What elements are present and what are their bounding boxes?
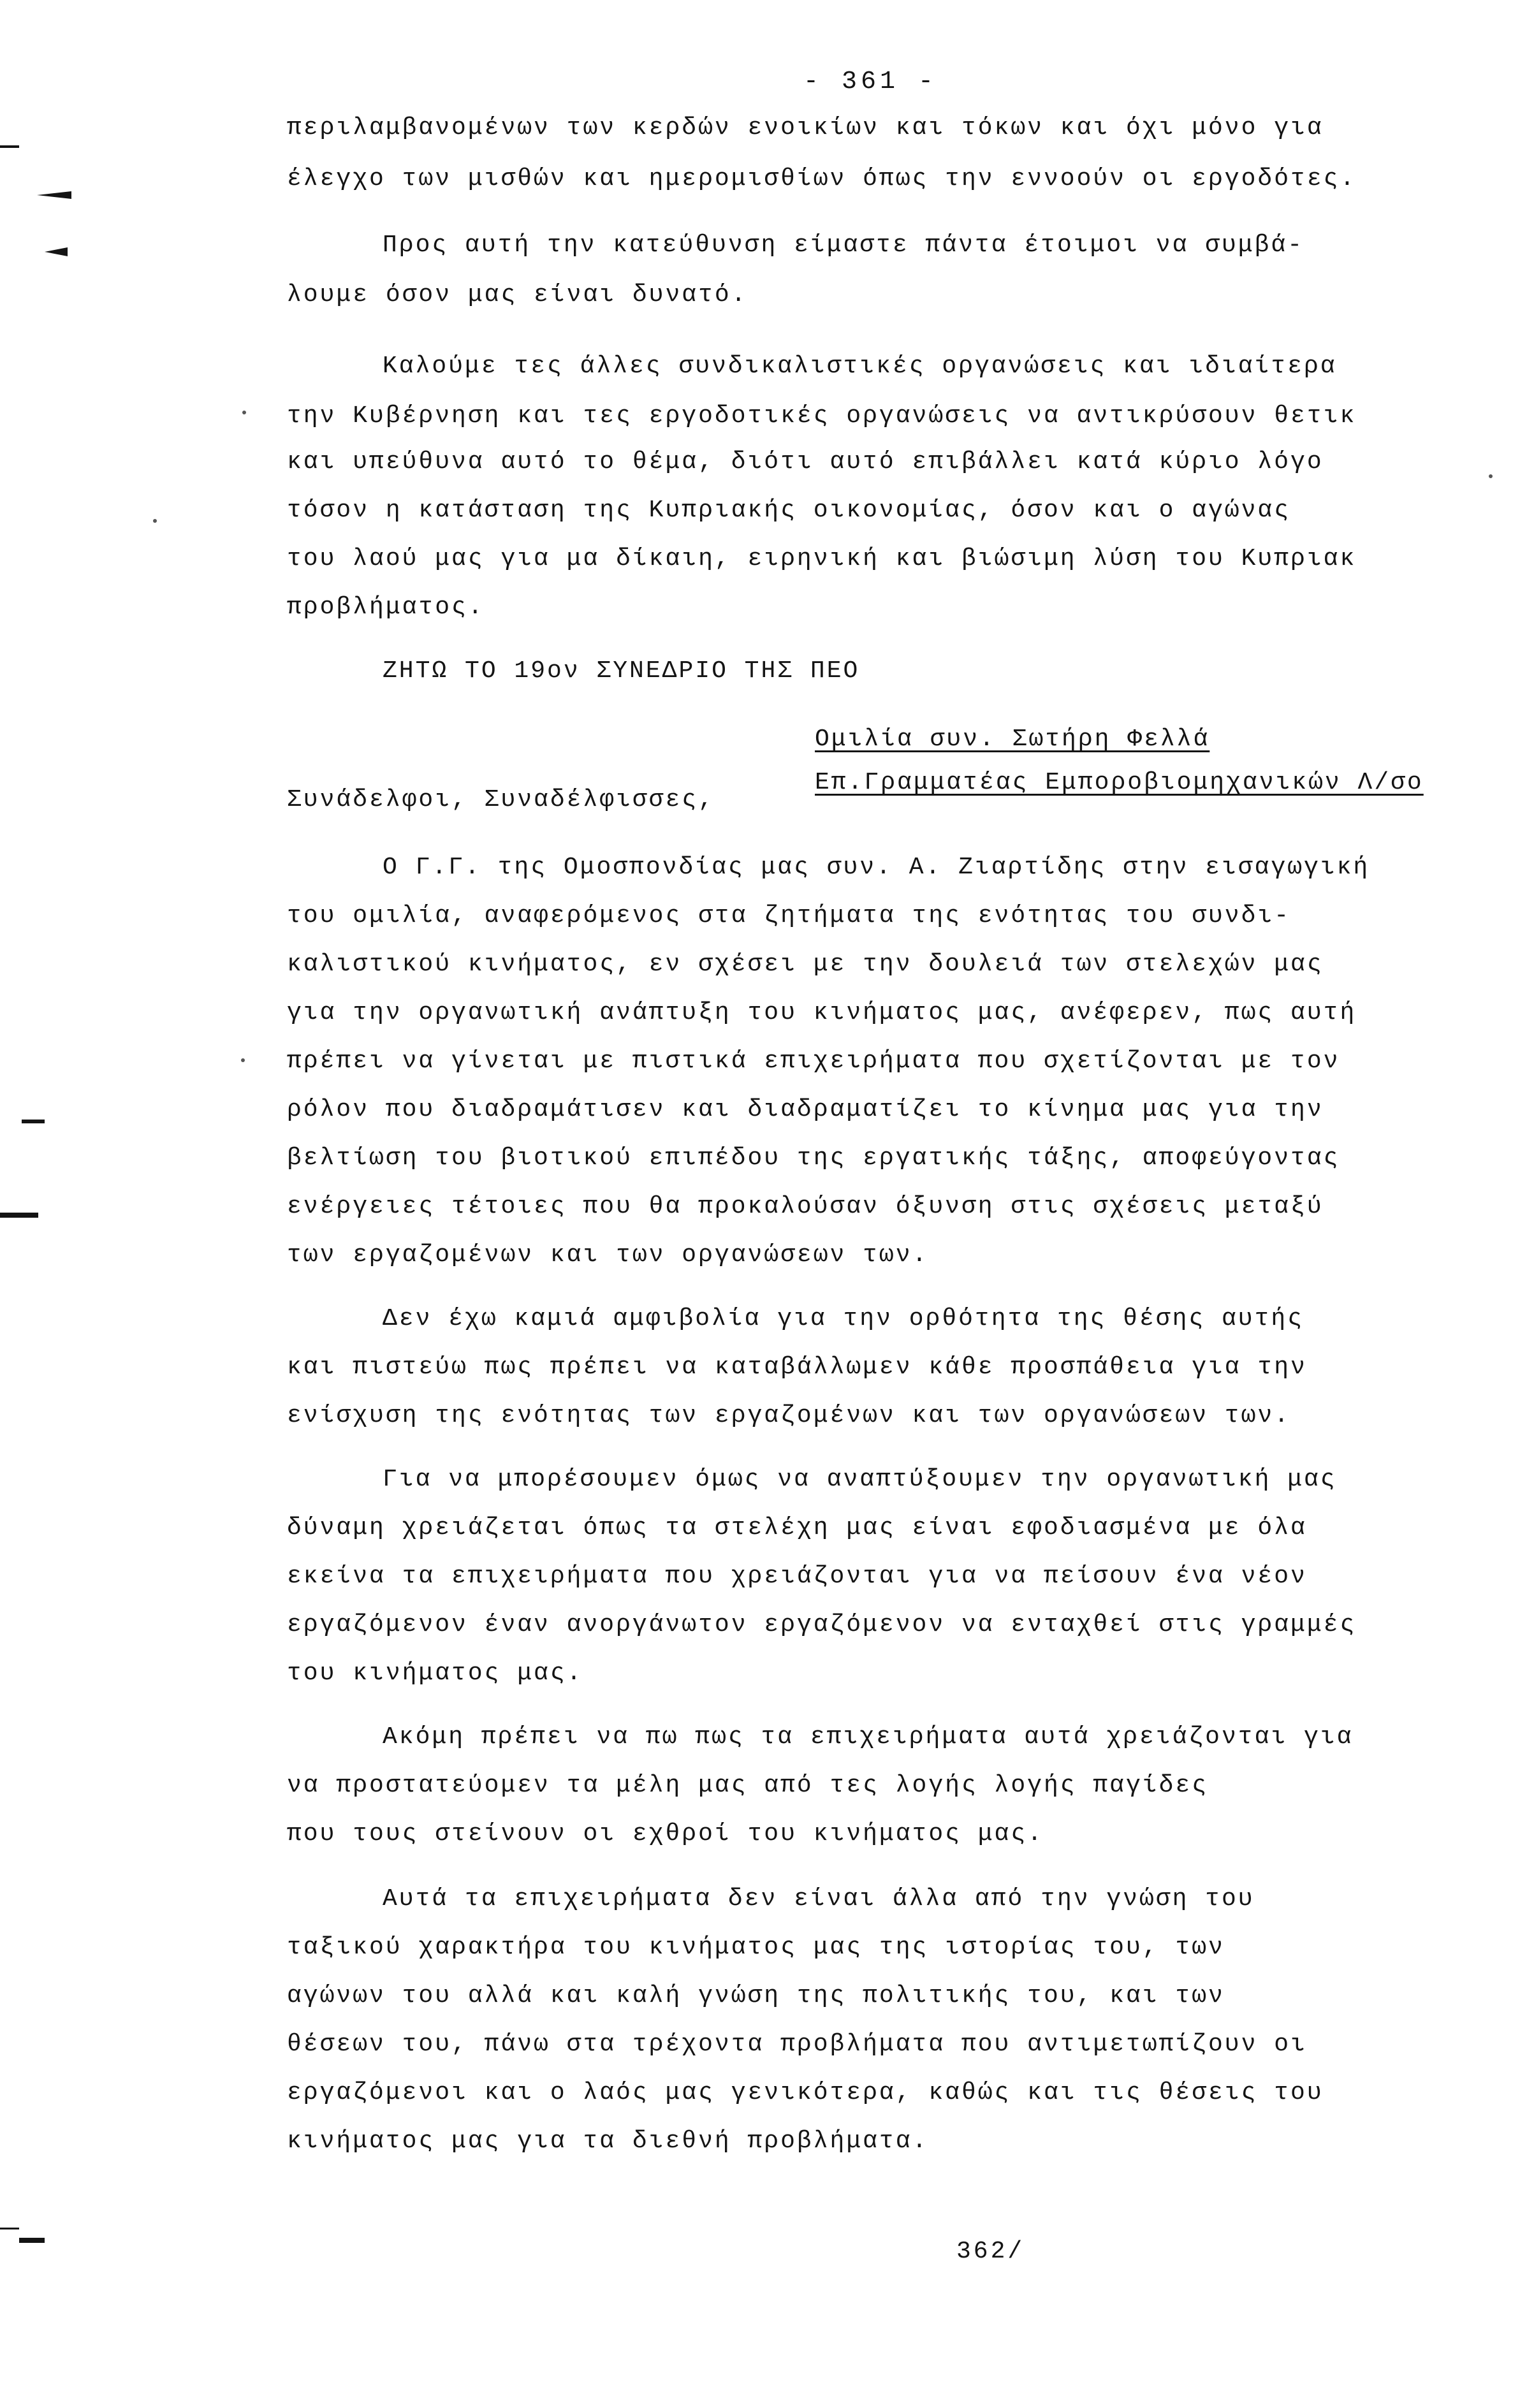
text-line: τόσον η κατάσταση της Κυπριακής οικονομίας, όσον και ο αγώνας	[287, 497, 1291, 524]
text-line: Προς αυτή την κατεύθυνση είμαστε πάντα έτοιμοι να συμβά-	[383, 231, 1304, 259]
scan-speck	[242, 411, 246, 414]
text-line: εκείνα τα επιχειρήματα που χρειάζονται για να πείσουν ένα νέον	[287, 1563, 1307, 1590]
greeting: Συνάδελφοι, Συναδέλφισσες,	[287, 786, 715, 814]
text-line: ταξικού χαρακτήρα του κινήματος μας της ιστορίας του, των	[287, 1934, 1225, 1961]
text-line: των εργαζομένων και των οργανώσεων των.	[287, 1241, 929, 1269]
text-line: κινήματος μας για τα διεθνή προβλήματα.	[287, 2127, 929, 2155]
text-line: του λαού μας για μα δίκαιη, ειρηνική και βιώσιμη λύση του Κυπριακ	[287, 545, 1357, 573]
page-number: - 361 -	[803, 68, 938, 96]
margin-mark	[0, 145, 19, 148]
margin-arrow-mark	[37, 191, 71, 199]
margin-mark	[0, 1213, 38, 1218]
scan-speck	[241, 1058, 245, 1062]
text-line: θέσεων του, πάνω στα τρέχοντα προβλήματα που αντιμετωπίζουν οι	[287, 2031, 1307, 2058]
text-line: Αυτά τα επιχειρήματα δεν είναι άλλα από την γνώση του	[383, 1885, 1255, 1913]
text-line: Για να μπορέσουμεν όμως να αναπτύξουμεν την οργανωτική μας	[383, 1466, 1337, 1493]
margin-mark	[22, 1120, 45, 1123]
text-line: ρόλον που διαδραμάτισεν και διαδραματίζει το κίνημα μας για την	[287, 1096, 1324, 1123]
text-line: εργαζόμενοι και ο λαός μας γενικότερα, καθώς και τις θέσεις του	[287, 2079, 1324, 2106]
margin-mark	[19, 2238, 45, 2243]
text-line: ενίσχυση της ενότητας των εργαζομένων και των οργανώσεων των.	[287, 1402, 1291, 1429]
text-line: εργαζόμενον έναν ανοργάνωτον εργαζόμενον να ενταχθεί στις γραμμές	[287, 1611, 1357, 1638]
speaker-title: Ομιλία συν. Σωτήρη Φελλά	[815, 726, 1210, 753]
text-line: λουμε όσον μας είναι δυνατό.	[287, 281, 748, 309]
text-line: περιλαμβανομένων των κερδών ενοικίων και τόκων και όχι μόνο για	[287, 114, 1324, 142]
text-line: και πιστεύω πως πρέπει να καταβάλλωμεν κάθε προσπάθεια για την	[287, 1354, 1307, 1381]
text-line: ενέργειες τέτοιες που θα προκαλούσαν όξυνση στις σχέσεις μεταξύ	[287, 1193, 1324, 1220]
margin-arrow-mark	[45, 247, 68, 256]
text-line: που τους στείνουν οι εχθροί του κινήματος μας.	[287, 1820, 1044, 1848]
text-line: καλιστικού κινήματος, εν σχέσει με την δουλειά των στελεχών μας	[287, 951, 1324, 978]
scan-speck	[153, 519, 157, 523]
text-line: να προστατεύομεν τα μέλη μας από τες λογής λογής παγίδες	[287, 1772, 1209, 1799]
text-line: για την οργανωτική ανάπτυξη του κινήματος μας, ανέφερεν, πως αυτή	[287, 999, 1357, 1026]
text-line: του ομιλία, αναφερόμενος στα ζητήματα της ενότητας του συνδι-	[287, 902, 1291, 930]
text-line: Δεν έχω καμιά αμφιβολία για την ορθότητα της θέσης αυτής	[383, 1305, 1304, 1332]
text-line: την Κυβέρνηση και τες εργοδοτικές οργανώσεις να αντικρύσουν θετικ	[287, 402, 1357, 430]
text-line: του κινήματος μας.	[287, 1660, 583, 1687]
text-line: Ακόμη πρέπει να πω πως τα επιχειρήματα αυτά χρειάζονται για	[383, 1723, 1354, 1751]
continuation-page-marker: 362/	[956, 2238, 1025, 2265]
text-line: βελτίωση του βιοτικού επιπέδου της εργατικής τάξης, αποφεύγοντας	[287, 1144, 1340, 1172]
text-line: δύναμη χρειάζεται όπως τα στελέχη μας είναι εφοδιασμένα με όλα	[287, 1514, 1307, 1542]
text-line: Καλούμε τες άλλες συνδικαλιστικές οργανώσεις και ιδιαίτερα	[383, 353, 1337, 380]
text-line: αγώνων του αλλά και καλή γνώση της πολιτικής του, και των	[287, 1982, 1225, 2010]
text-line: προβλήματος.	[287, 594, 485, 621]
speaker-role: Επ.Γραμματέας Εμποροβιομηχανικών Λ/σο	[815, 769, 1424, 796]
text-line: πρέπει να γίνεται με πιστικά επιχειρήματα που σχετίζονται με τον	[287, 1047, 1340, 1075]
text-line: και υπεύθυνα αυτό το θέμα, διότι αυτό επιβάλλει κατά κύριο λόγο	[287, 448, 1324, 476]
margin-mark	[0, 2228, 19, 2229]
text-line: έλεγχο των μισθών και ημερομισθίων όπως την εννοούν οι εργοδότες.	[287, 165, 1357, 193]
scan-speck	[1489, 474, 1493, 478]
slogan: ΖΗΤΩ ΤΟ 19ον ΣΥΝΕΔΡΙΟ ΤΗΣ ΠΕΟ	[383, 657, 860, 685]
text-line: Ο Γ.Γ. της Ομοσπονδίας μας συν. Α. Ζιαρτίδης στην εισαγωγική	[383, 854, 1370, 881]
